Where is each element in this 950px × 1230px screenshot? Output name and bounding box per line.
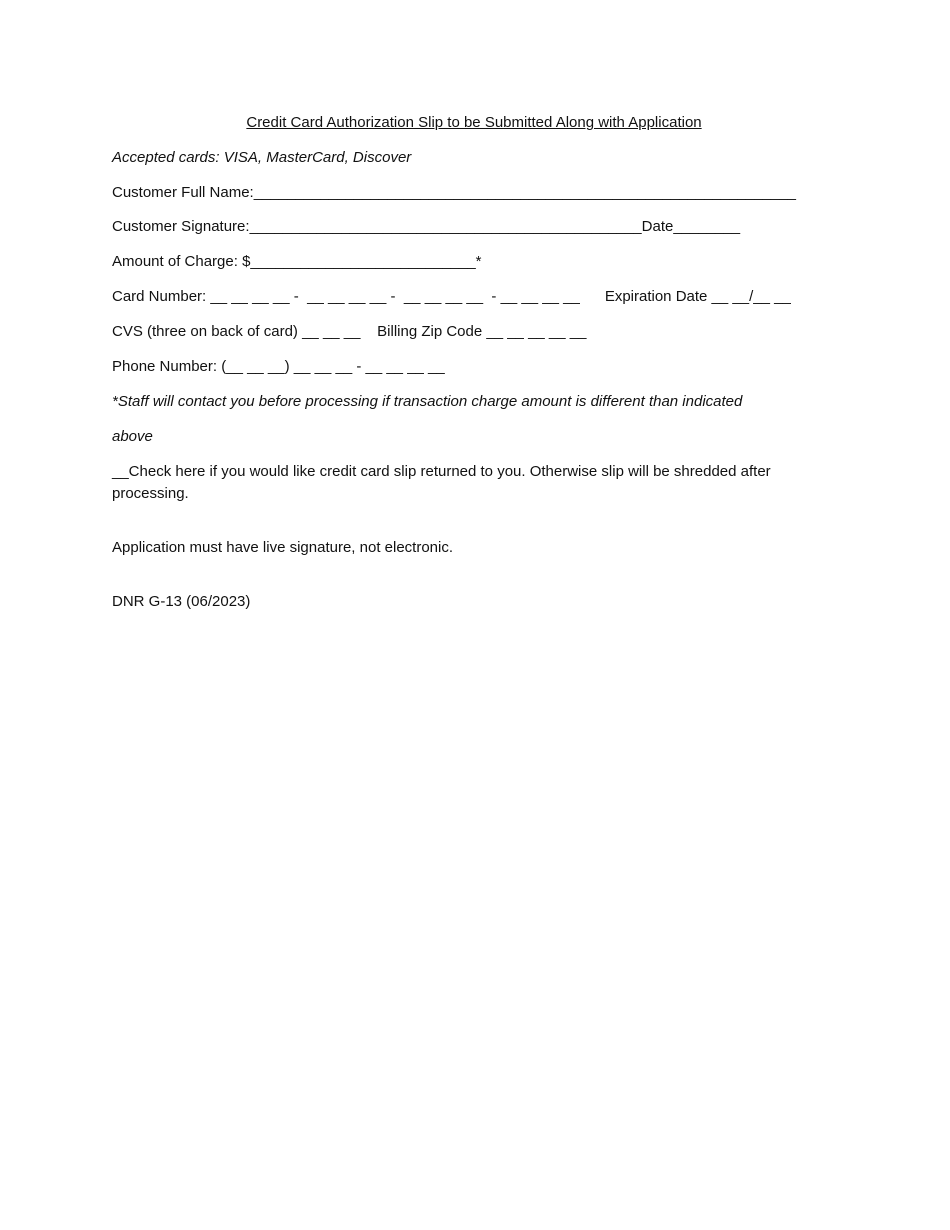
phone-number-field: Phone Number: (__ __ __) __ __ __ - __ __ __ __ — [112, 358, 445, 375]
live-signature-note: Application must have live signature, not electronic. — [112, 539, 454, 556]
accepted-cards-text: Accepted cards: VISA, MasterCard, Discover — [112, 149, 412, 166]
form-title: Credit Card Authorization Slip to be Submitted Along with Application — [246, 114, 702, 131]
staff-note-line-1: *Staff will contact you before processing if transaction charge amount is different than indicated — [112, 393, 743, 410]
signature-date-field: Customer Signature:_______________________________________________Date________ — [112, 218, 741, 235]
card-number-expiration-field: Card Number: __ __ __ __ - __ __ __ __ - __ __ __ __ - __ __ __ __ Expiration Date __ __/__ __ — [112, 288, 791, 305]
amount-field: Amount of Charge: $___________________________* — [112, 253, 482, 270]
cvs-billing-zip-field: CVS (three on back of card) __ __ __ Billing Zip Code __ __ __ __ __ — [112, 323, 587, 340]
full-name-field: Customer Full Name:_________________________________________________________________ — [112, 184, 796, 201]
form-identifier: DNR G-13 (06/2023) — [112, 593, 251, 610]
staff-note-line-2: above — [112, 428, 153, 445]
return-slip-checkbox-text: __Check here if you would like credit card slip returned to you. Otherwise slip will be shredded after processing. — [112, 463, 771, 502]
